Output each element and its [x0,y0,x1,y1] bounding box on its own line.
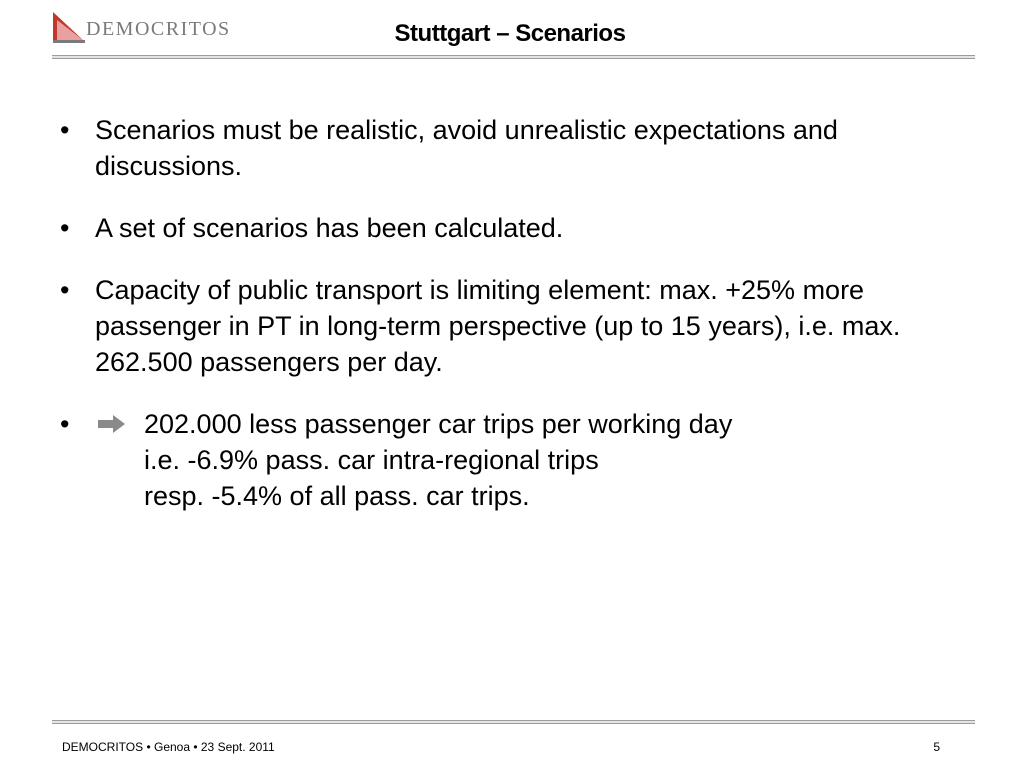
result-line: resp. -5.4% of all pass. car trips. [144,481,530,511]
bullet-marker: • [60,115,70,145]
democritos-logo [53,12,268,44]
result-line: 202.000 less passenger car trips per working day [144,409,733,439]
page-number: 5 [933,740,940,754]
footer-divider [52,720,975,724]
democritos-logo-icon [53,12,87,44]
bullet-marker: • [60,275,70,305]
bullet-text: Capacity of public transport is limiting element: max. +25% more passenger in PT in long-term perspective (up to 15 years), i.e. max. 262.500 passengers per day. [95,275,901,377]
bullet-text: Scenarios must be realistic, avoid unrealistic expectations and discussions. [95,115,838,181]
result-text [144,406,732,514]
footer-text: DEMOCRITOS • Genoa • 23 Sept. 2011 [62,740,275,754]
bullet-item [60,272,980,380]
bullet-item [60,112,980,184]
bullet-marker: • [60,409,70,439]
header-divider [52,55,975,59]
bullet-marker: • [60,213,70,243]
result-bullet-item [60,406,980,514]
bullet-list [60,112,980,540]
bullet-text: A set of scenarios has been calculated. [95,213,564,243]
slide-title: Stuttgart – Scenarios [394,20,626,47]
result-line: i.e. -6.9% pass. car intra-regional trips [144,445,599,475]
logo-text: DEMOCRITOS [86,18,231,40]
result-row [95,406,980,514]
bullet-item [60,210,980,246]
arrow-right-icon [98,406,128,442]
